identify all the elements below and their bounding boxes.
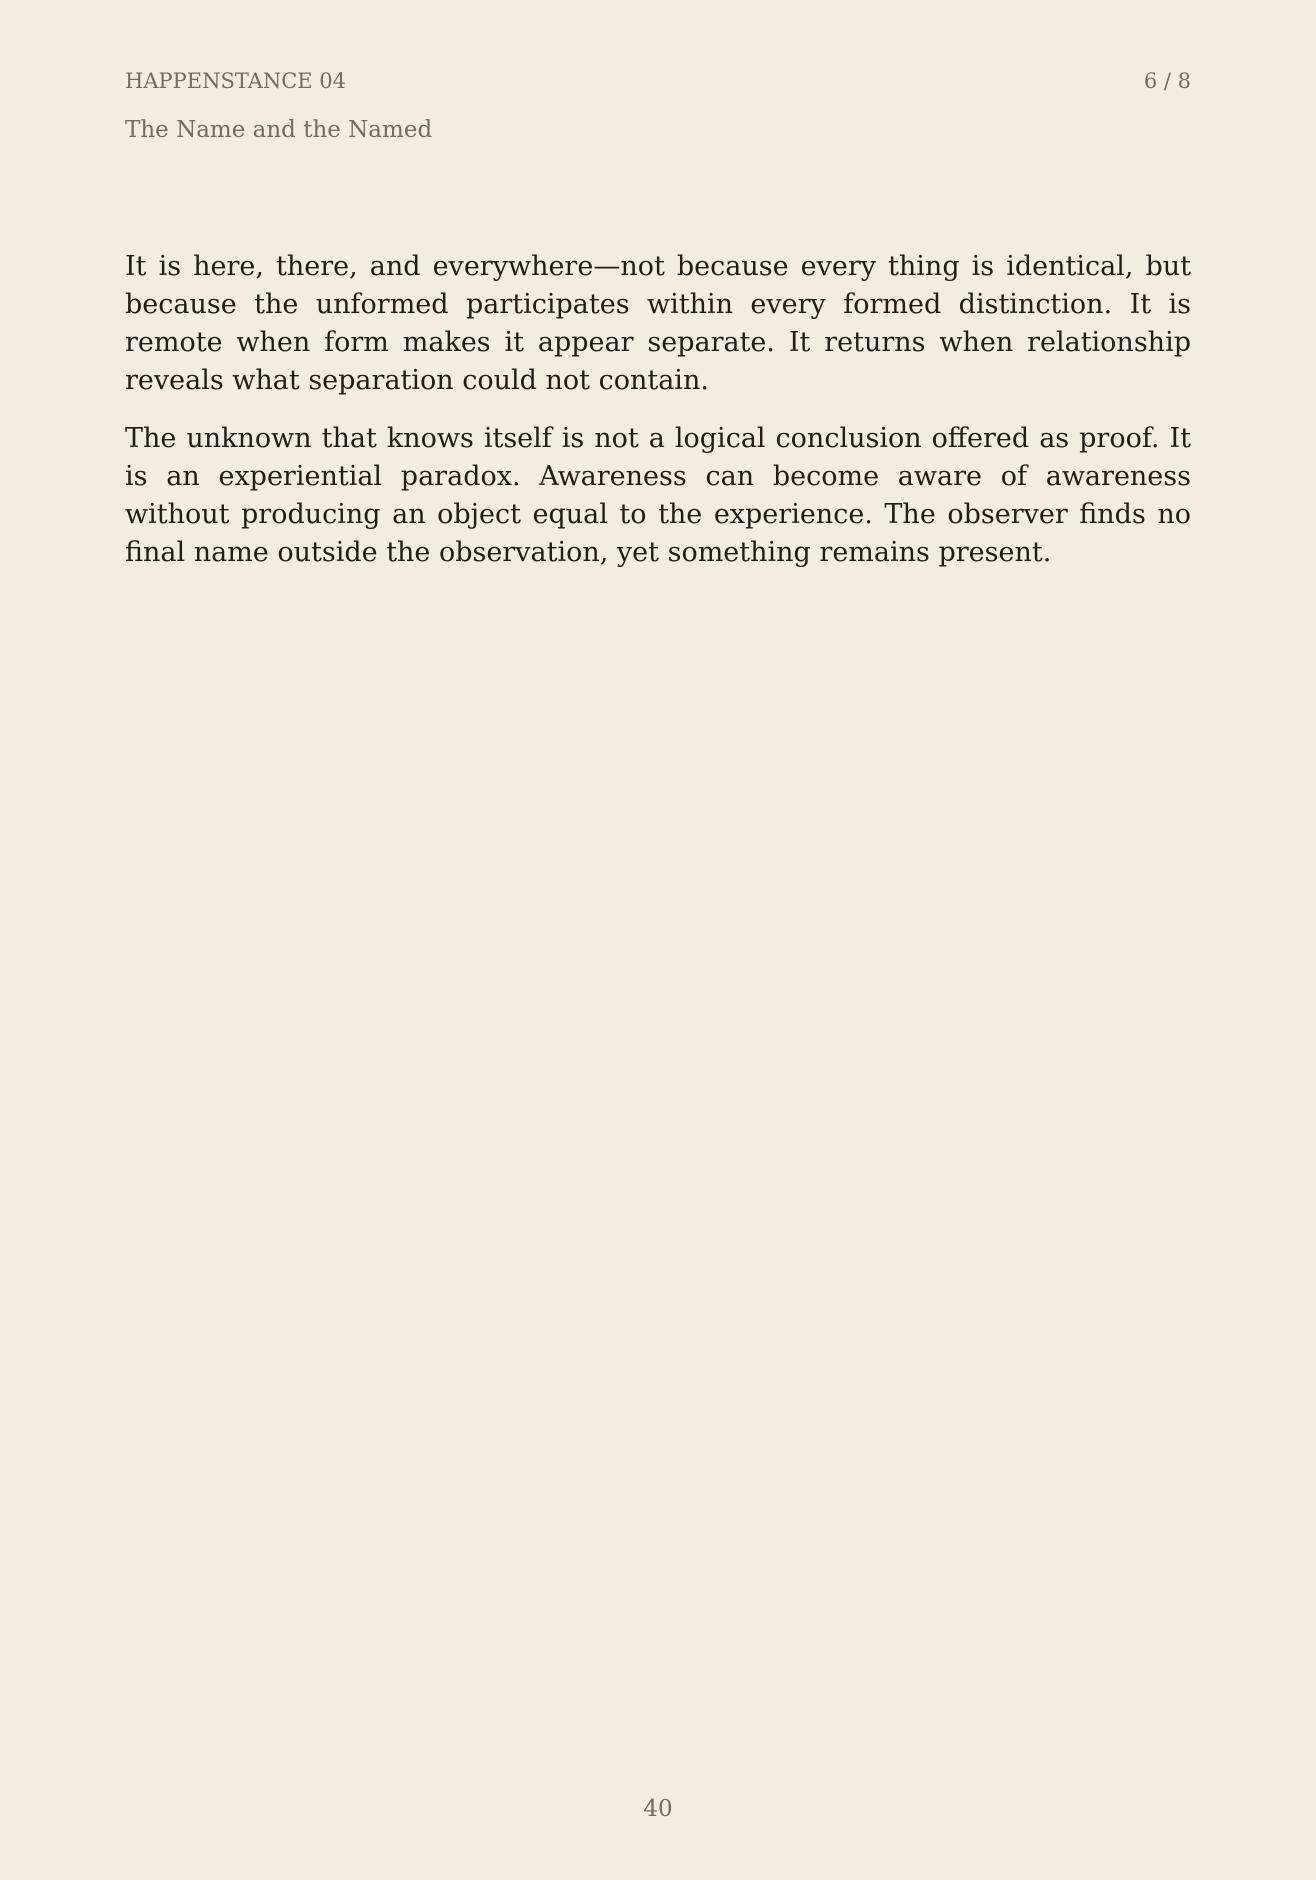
- page-number: 40: [643, 1796, 673, 1822]
- chapter-title: The Name and the Named: [125, 117, 433, 143]
- page-indicator: 6 / 8: [1143, 69, 1191, 93]
- running-head: [125, 69, 1191, 93]
- body-text: [125, 248, 1191, 592]
- paragraph: The unknown that knows itself is not a logical conclusion offered as proof. It is an experiential paradox. Awareness can become aware of awareness without producing an object equal to the experience. The observer finds no final name outside the observation, yet something remains present.: [125, 423, 1191, 568]
- paragraph: It is here, there, and everywhere—not because every thing is identical, but because the unformed participates within every formed distinction. It is remote when form makes it appear separate. It returns when relationship reveals what separation could not contain.: [125, 251, 1191, 396]
- series-label: HAPPENSTANCE 04: [125, 69, 347, 93]
